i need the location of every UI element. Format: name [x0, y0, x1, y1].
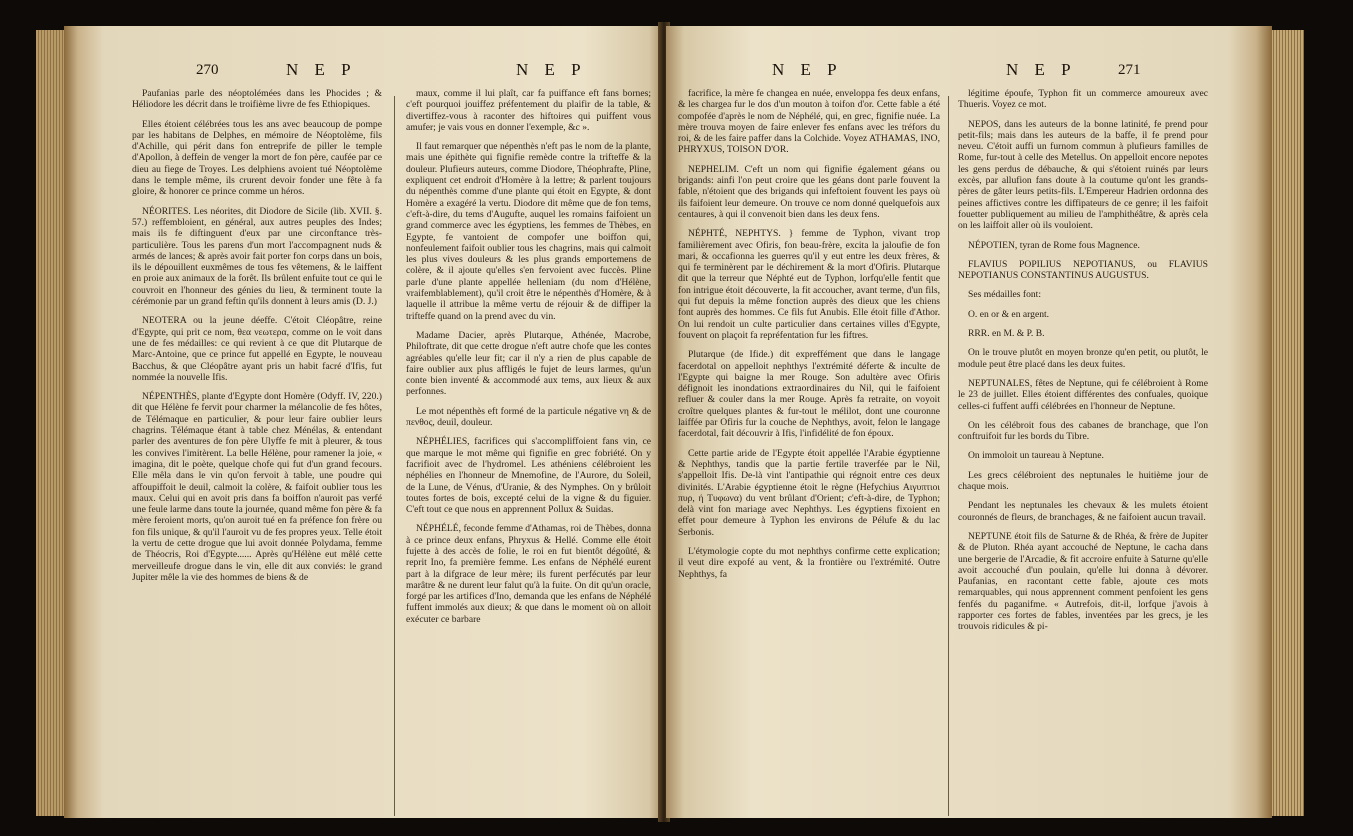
page-number-right: 271: [1118, 62, 1141, 78]
paragraph: FLAVIUS POPILIUS NEPOTIANUS, ou FLAVIUS NEPOTIANUS CONSTANTINUS AUGUSTUS.: [958, 258, 1208, 282]
paragraph: NÉPHTÉ, NEPHTYS. } femme de Typhon, vivant trop familièrement avec Ofiris, fon beau-frère, excita la jaloufie de fon mari, & occafionna les guerres qu'il y eut entre les deux frères, & qui fe terminèrent par le déchirement & la mort d'Ofiris. Plutarque dit que la terreur que Néphté eut de Typhon, lorfqu'elle fentit que fon intrigue étoit découverte, la fit accoucher, avant terme, d'un fils, qui fut depuis la même fonction auprès des dieux que les chiens font auprès des hommes. Ce fils fut Anubis. Elle étoit fille d'Athor. On lui rendoit un culte particulier dans certaines villes d'Egypte, fouvent on plaçoit fa repréfentation fur les fiftres.: [678, 228, 940, 341]
right-page-column-1: [678, 88, 940, 818]
paragraph: NÉPHÉLIES, facrifices qui s'accompliffoient fans vin, ce que marque le mot même qui fignifie en grec fobriété. On y facrifioit avec de l'hydromel. Les athéniens célébroient les néphélies en l'honneur de Mnemofine, de l'Aurore, du Soleil, de la Lune, de Vénus, d'Uranie, & des Nymphes. On y brûloit toutes fortes de bois, excepté celui de la vigne & du figuier. C'eft tout ce que nous en apprennent Pollux & Suidas.: [406, 436, 651, 516]
paragraph: NÉPENTHÈS, plante d'Egypte dont Homère (Odyff. IV, 220.) dit que Hélène fe fervit pour charmer la mélancolie de fes hôtes, de Télémaque en particulier, & pour leur faire oublier leurs chagrins. Télémaque étant à table chez Ménélas, & entendant parler des aventures de fon père Ulyffe fe mit à pleurer, & tous les convives l'imitèrent. La belle Hélène, pour ramener la joie, « imagina, dit le poète, quelque chofe qui fut d'un grand fecours. Elle mêla dans le vin qu'on fervoit à table, une poudre qui affoupiffoit le deuil, calmoit la colère, & faifoit oublier tous les maux. Celui qui en avoit pris dans fa boiffon n'auroit pas verfé une feule larme dans toute la journée, quand même fon père & fa mère feroient morts, qu'on auroit tué en fa préfence fon frère ou fon fils unique, & qu'il l'auroit vu de fes propres yeux. Telle étoit la vertu de cette drogue que lui avoit donnée Polydama, femme de Théocris, Roi d'Egypte...... Après qu'Hélène eut mêlé cette merveilleufe drogue dans le vin, elle dit aux conviés: le grand Jupiter mêle la vie des hommes de biens & de: [132, 391, 382, 583]
paragraph: NEOTERA ou la jeune déeffe. C'étoit Cléopâtre, reine d'Egypte, qui prit ce nom, θεα νεωτερα, comme on le voit dans une de fes médailles: ce qui revient à ce que dit Plutarque de Marc-Antoine, que ce prince fut appellé en Egypte, le nouveau Bacchus, & que Cléopâtre ayant pris un habit facré d'Ifis, fut nommée la nouvelle Ifis.: [132, 315, 382, 383]
paragraph: Ses médailles font:: [968, 289, 1042, 301]
right-page-column-2: [958, 88, 1208, 818]
paragraph: NÉPHÉLÉ, feconde femme d'Athamas, roi de Thèbes, donna à ce prince deux enfans, Phryxus & Hellé. Comme elle étoit fujette à des accès de folie, le roi en fut bientôt dégoûté, & reprit Ino, fa première femme. Les enfans de Néphélé eurent part à la difgrace de leur mère; ils furent perfécutés par leur marâtre & ne durent leur falut qu'à la fuite. On dit qu'un oracle, forgé par les artifices d'Ino, demanda que les enfans de Néphélé fuffent immolés aux dieux; & que dans le moment où on alloit exécuter ce barbare: [406, 523, 651, 625]
paragraph: Plutarque (de Ifide.) dit expreffément que dans le langage facerdotal on appelloit nephthys l'extrémité déferte & inculte de l'Egypte qui baigne la mer Rouge. Son adultère avec Ofiris défignoit les inondations extraordinaires du Nil, qui le faifoient refluer & couler dans la mer Rouge. Après fa retraite, on voyoit croître quelques plantes & fur-tout le mélilot, dont une couronne laiffée par Ofiris fur la couche de Nephthys, avoit, felon le langage facerdotal, fait découvrir à Ifis, l'infidélité de fon époux.: [678, 349, 940, 440]
page-number-left: 270: [196, 62, 219, 78]
paragraph: NÉORITES. Les néorites, dit Diodore de Sicile (lib. XVII. §. 57.) reffembloient, en général, aux autres peuples des Indes; mais ils fe diftinguent d'eux par une circonftance très-particulière. Tous les parens d'un mort l'accompagnent nuds & armés de lances; & après avoir fait porter fon corps dans un bois, ils le dépouillent euxmêmes de tous fes vêtemens, & le laiffent en proie aux animaux de la forêt. Ils brûlent enfuite tout ce qui le couvroit en l'honneur des génies du lieu, & terminent toute la cérémonie par un grand feftin qu'ils donnent à leurs amis (D. J.): [132, 205, 382, 308]
paragraph: Le mot népenthès eft formé de la particule négative νη & de πενθος, deuil, douleur.: [406, 405, 651, 429]
paragraph: RRR. en M. & P. B.: [968, 328, 1045, 340]
paragraph: Les grecs célébroient des neptunales le huitième jour de chaque mois.: [958, 469, 1208, 493]
paragraph: L'étymologie copte du mot nephthys confirme cette explication; il veut dire expofé au vent, & la frontière ou l'extrémité. Outre Nephthys, fa: [678, 545, 940, 580]
paragraph: facrifice, la mère fe changea en nuée, enveloppa fes deux enfans, & les chargea fur le dos d'un mouton à toifon d'or. Cette fable a été compofée d'après le nom de Néphélé, qui, en grec, fignifie nuée. La mère trouva moyen de faire enlever fes enfans avec les tréfors du roi, & de les faire paffer dans la Colchide. Voyez ATHAMAS, INO, PHRYXUS, TOISON D'OR.: [678, 88, 940, 156]
left-page: [64, 26, 664, 818]
paragraph: NEPTUNE étoit fils de Saturne & de Rhéa, & frère de Jupiter & de Pluton. Rhéa ayant accouché de Neptune, le cacha dans une bergerie de l'Arcadie, & fit accroire enfuite à Saturne qu'elle avoit accouché d'un poulain, qu'elle lui donna à dévorer. Paufanias, en racontant cette fable, ajoute ces mots remarquables, qui nous apprennent comment penfoient les gens fenfés du paganifme. « Autrefois, dit-il, lorfque j'avois à rapporter ces fortes de fables, inventées par les grecs, je les trouvois ridicules & pi-: [958, 530, 1208, 633]
left-page-column-1: [132, 88, 382, 818]
running-head-right-col1: N E P: [772, 60, 843, 79]
paragraph: On le trouve plutôt en moyen bronze qu'en petit, ou plutôt, le module peut être placé dans les deux fuites.: [958, 347, 1208, 370]
left-page-column-2: [406, 88, 651, 818]
paragraph: Madame Dacier, après Plutarque, Athénée, Macrobe, Philoftrate, dit que cette drogue n'eft autre chofe que les contes agréables qu'elle leur fit; car il n'y a rien de plus capable de faire oublier aux plus affligés le fujet de leurs larmes, qu'un conte bien inventé & accommodé aux tems, aux lieux & aux perfonnes.: [406, 329, 651, 398]
paragraph: Il faut remarquer que népenthès n'eft pas le nom de la plante, mais une épithète qui fignifie remède contre la trifteffe & la douleur. Plufieurs auteurs, comme Diodore, Théophrafte, Pline, expliquent cet endroit d'Homère à la lettre; & parlent toujours du népenthès comme d'une plante qui étoit en Egypte, & dont Homère a exagéré la vertu. Diodore dit même que de fon tems, c'eft-à-dire, du tems d'Augufte, auquel les romains faifoient un grand commerce avec les égyptiens, les femmes de Thèbes, en Egypte, fe vantoient de compofer une boiffon qui, nonfeulement faifoit oublier tous les chagrins, mais qui calmoit les plus vives douleurs & les plus grands emportemens de colère, & il ajoute qu'elles s'en fervoient avec fuccès. Pline parle d'une plante appellée helleniam (du nom d'Hélène, vraifemblablement), qu'il croit être le népenthès d'Homère, & à laquelle il attribue la même vertu de réjouir & de diffiper la trifteffe quand on la prend avec du vin.: [406, 141, 651, 322]
paragraph: NÉPOTIEN, tyran de Rome fous Magnence.: [968, 239, 1140, 251]
paragraph: O. en or & en argent.: [968, 308, 1050, 320]
running-head-left-col2: N E P: [516, 60, 587, 79]
right-page: [666, 26, 1272, 818]
column-rule: [948, 96, 949, 816]
paragraph: NEPHELIM. C'eft un nom qui fignifie également géans ou brigands: ainfi l'on peut croire que les géans dont parle fouvent la fable, n'étoient que des brigands qui infeftoient fouvent les pays où ils faifoient leur demeure. On trouve ce nom donné quelquefois aux centaures, à qui il convenoit bien dans les deux fens.: [678, 163, 940, 220]
paragraph: NEPTUNALES, fêtes de Neptune, qui fe célébroient à Rome le 23 de juillet. Elles étoient différentes des confuales, quoique celles-ci fuffent auffi célébrées en l'honneur de Neptune.: [958, 377, 1208, 412]
right-page-edges: [1270, 30, 1304, 816]
paragraph: NEPOS, dans les auteurs de la bonne latinité, fe prend pour petit-fils; mais dans les auteurs de la baffe, il fe prend pour neveu. C'étoit auffi un furnom commun à plufieurs familles de Rome, fur-tout à celle des Metellus. On appelloit encore nepotes les gens perdus de débauche, & qui s'étoient ruinés par leurs excès, par allufion fans doute à la coutume qu'ont les grands-pères de gâter leurs petits-fils. L'Empereur Hadrien ordonna des peines affictives contre les diffipateurs de ce genre; il les faifoit fouetter publiquement au milieu de l'amphithéâtre, & après cela on les laiffoit aller où ils vouloient.: [958, 118, 1208, 232]
column-rule: [394, 96, 395, 816]
paragraph: Elles étoient célébrées tous les ans avec beaucoup de pompe par les habitans de Delphes, en mémoire de Néoptolème, fils d'Achille, qui périt dans fon entreprife de piller le temple d'Apollon, à deffein de venger la mort de fon père, caufée par ce dieu au fiege de Troyes. Les delphiens avoient tué Néoptolème dans le temple même, ils crurent devoir fonder une fête à fa gloire, & honorer ce prince comme un héros.: [132, 118, 382, 198]
paragraph: légitime époufe, Typhon fit un commerce amoureux avec Thueris. Voyez ce mot.: [958, 88, 1208, 111]
paragraph: On les célébroit fous des cabanes de branchage, que l'on conftruifoit fur les bords du Tibre.: [958, 419, 1208, 443]
running-head-right-col2: N E P: [1006, 60, 1077, 79]
paragraph: On immoloit un taureau à Neptune.: [968, 450, 1104, 462]
running-head-left: N E P: [286, 60, 357, 79]
paragraph: maux, comme il lui plaît, car fa puiffance eft fans bornes; c'eft pourquoi jouiffez préfentement du plaifir de la table, & divertiffez-vous à raconter des hiftoires qui puiffent vous amufer; je vais vous en donner l'exemple, &c ».: [406, 88, 651, 133]
paragraph: Pendant les neptunales les chevaux & les mulets étoient couronnés de fleurs, de branchages, & ne faifoient aucun travail.: [958, 500, 1208, 523]
paragraph: Cette partie aride de l'Egypte étoit appellée l'Arabie égyptienne & Nephthys, tandis que la partie fertile traverfée par le Nil, s'appelloit Ifis. De-là vint l'antipathie qui régnoit entre ces deux divinités. L'Arabie égyptienne étoit le règne (Hefychius Αιγυπτιοι πυρ, ή Τυφωνα) du vent brûlant d'Orient; c'eft-à-dire, de Typhon; delà vint fon mariage avec Nephthys. Les égyptiens fixoient en effet pour demeure à Typhon les environs de Pélufe & du lac Serbonis.: [678, 447, 940, 538]
paragraph: Paufanias parle des néoptolémées dans les Phocides ; & Héliodore les décrit dans le troifième livre de fes Ethiopiques.: [132, 88, 382, 111]
left-page-edges: [36, 30, 66, 816]
